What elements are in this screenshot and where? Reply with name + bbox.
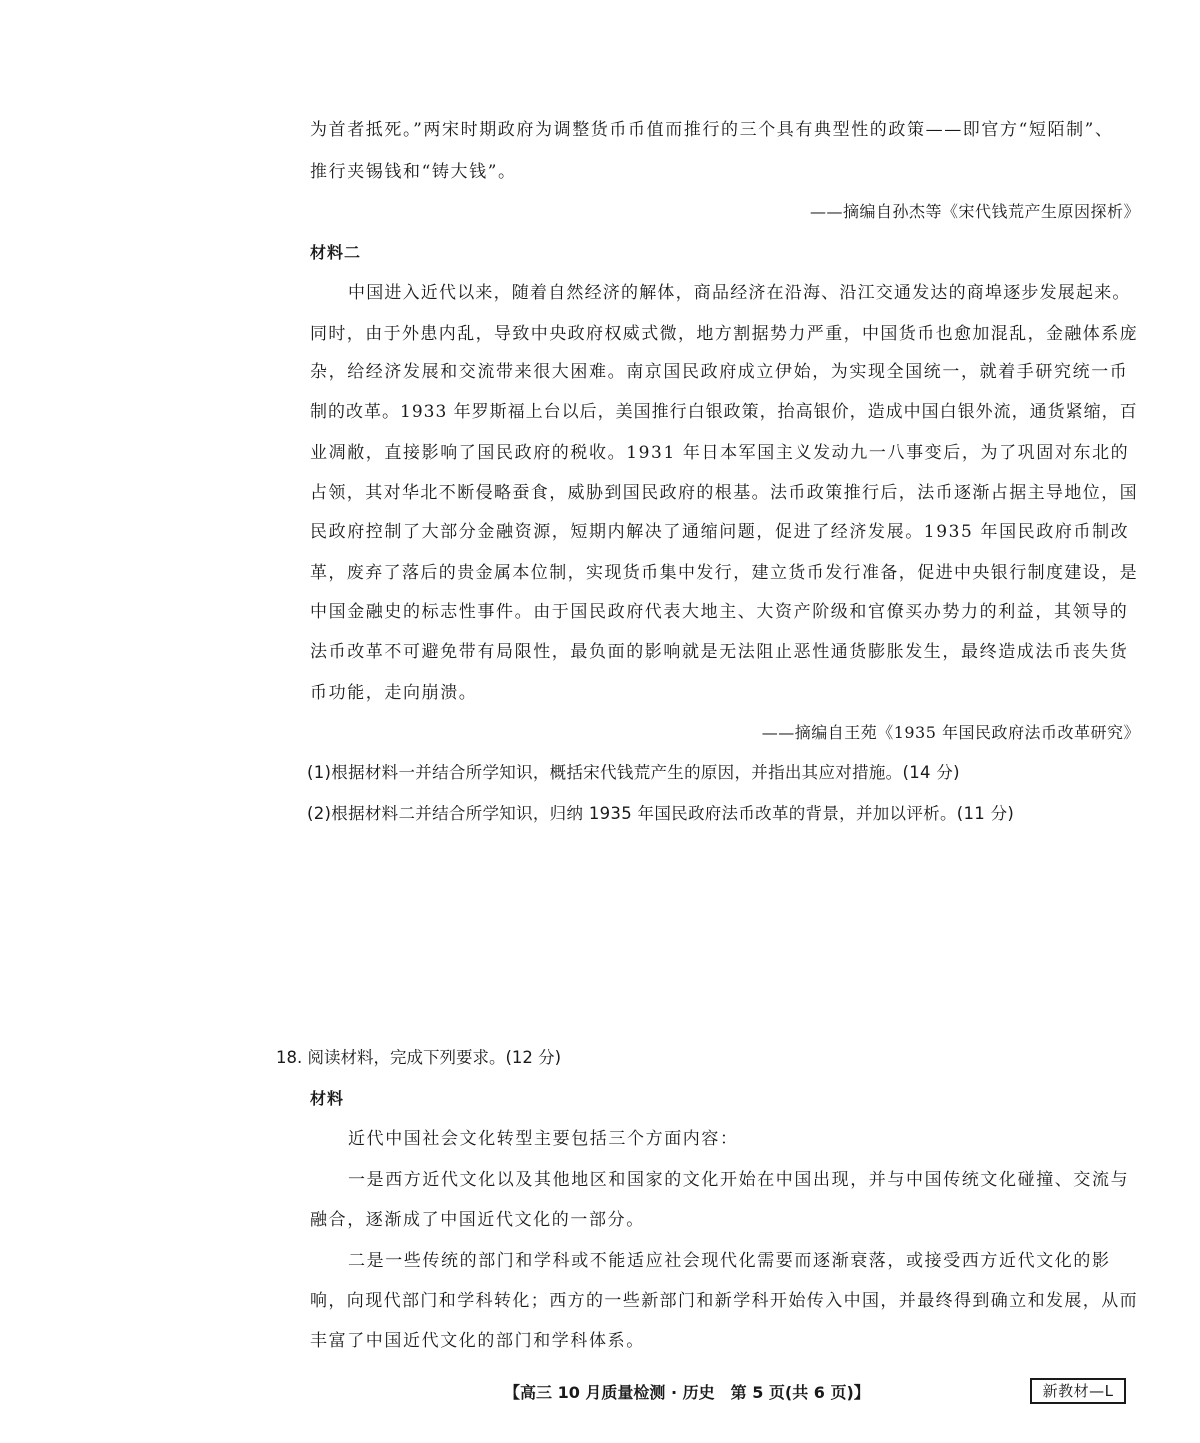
q18-line: 一是西方近代文化以及其他地区和国家的文化开始在中国出现，并与中国传统文化碰撞、交流与 — [348, 1170, 1130, 1190]
q18-title: 18. 阅读材料，完成下列要求。(12 分) — [276, 1048, 562, 1067]
material1-line: 推行夹锡钱和“铸大钱”。 — [310, 162, 517, 182]
q18-material-heading: 材料 — [310, 1089, 345, 1108]
material2-line: 法币改革不可避免带有局限性，最负面的影响就是无法阻止恶性通货膨胀发生，最终造成法币丧失货 — [310, 642, 1129, 662]
material1-line: 为首者抵死。”两宋时期政府为调整货币币值而推行的三个具有典型性的政策——即官方“短陌制”、 — [310, 120, 1114, 140]
material2-line: 同时，由于外患内乱，导致中央政府权威式微，地方割据势力严重，中国货币也愈加混乱，金融体系庞 — [310, 324, 1138, 344]
material2-line: 业凋敝，直接影响了国民政府的税收。1931 年日本军国主义发动九一八事变后，为了巩固对东北的 — [310, 443, 1130, 463]
material2-line: 民政府控制了大部分金融资源，短期内解决了通缩问题，促进了经济发展。1935 年国民政府币制改 — [310, 522, 1130, 542]
material1-source: ——摘编自孙杰等《宋代钱荒产生原因探析》 — [809, 202, 1140, 221]
edition-badge: 新教材—L — [1030, 1378, 1126, 1404]
material2-line: 中国金融史的标志性事件。由于国民政府代表大地主、大资产阶级和官僚买办势力的利益，其领导的 — [310, 602, 1129, 622]
q17-part1: (1)根据材料一并结合所学知识，概括宋代钱荒产生的原因，并指出其应对措施。(14 分) — [307, 763, 960, 782]
q18-line: 融合，逐渐成了中国近代文化的一部分。 — [310, 1210, 645, 1230]
q17-part2: (2)根据材料二并结合所学知识，归纳 1935 年国民政府法币改革的背景，并加以评析。(11 分) — [307, 804, 1015, 823]
material2-line: 币功能，走向崩溃。 — [310, 683, 478, 703]
material2-heading: 材料二 — [310, 243, 362, 262]
material2-line: 杂，给经济发展和交流带来很大困难。南京国民政府成立伊始，为实现全国统一，就着手研究统一币 — [310, 362, 1129, 382]
q18-line: 丰富了中国近代文化的部门和学科体系。 — [310, 1331, 645, 1351]
q18-line: 响，向现代部门和学科转化；西方的一些新部门和新学科开始传入中国，并最终得到确立和发展，从而 — [310, 1291, 1138, 1311]
material2-line: 制的改革。1933 年罗斯福上台以后，美国推行白银政策，抬高银价，造成中国白银外流，通货紧缩，百 — [310, 402, 1138, 422]
q18-line: 近代中国社会文化转型主要包括三个方面内容： — [348, 1129, 739, 1149]
material2-line: 革，废弃了落后的贵金属本位制，实现货币集中发行，建立货币发行准备，促进中央银行制度建设，是 — [310, 563, 1138, 583]
page-footer: 【高三 10 月质量检测 · 历史 第 5 页(共 6 页)】 — [504, 1383, 870, 1402]
material2-line: 占领，其对华北不断侵略蚕食，威胁到国民政府的根基。法币政策推行后，法币逐渐占据主导地位，国 — [310, 483, 1138, 503]
q18-line: 二是一些传统的部门和学科或不能适应社会现代化需要而逐渐衰落，或接受西方近代文化的影 — [348, 1251, 1111, 1271]
material2-line: 中国进入近代以来，随着自然经济的解体，商品经济在沿海、沿江交通发达的商埠逐步发展起来。 — [348, 283, 1131, 303]
material2-source: ——摘编自王苑《1935 年国民政府法币改革研究》 — [761, 723, 1140, 742]
